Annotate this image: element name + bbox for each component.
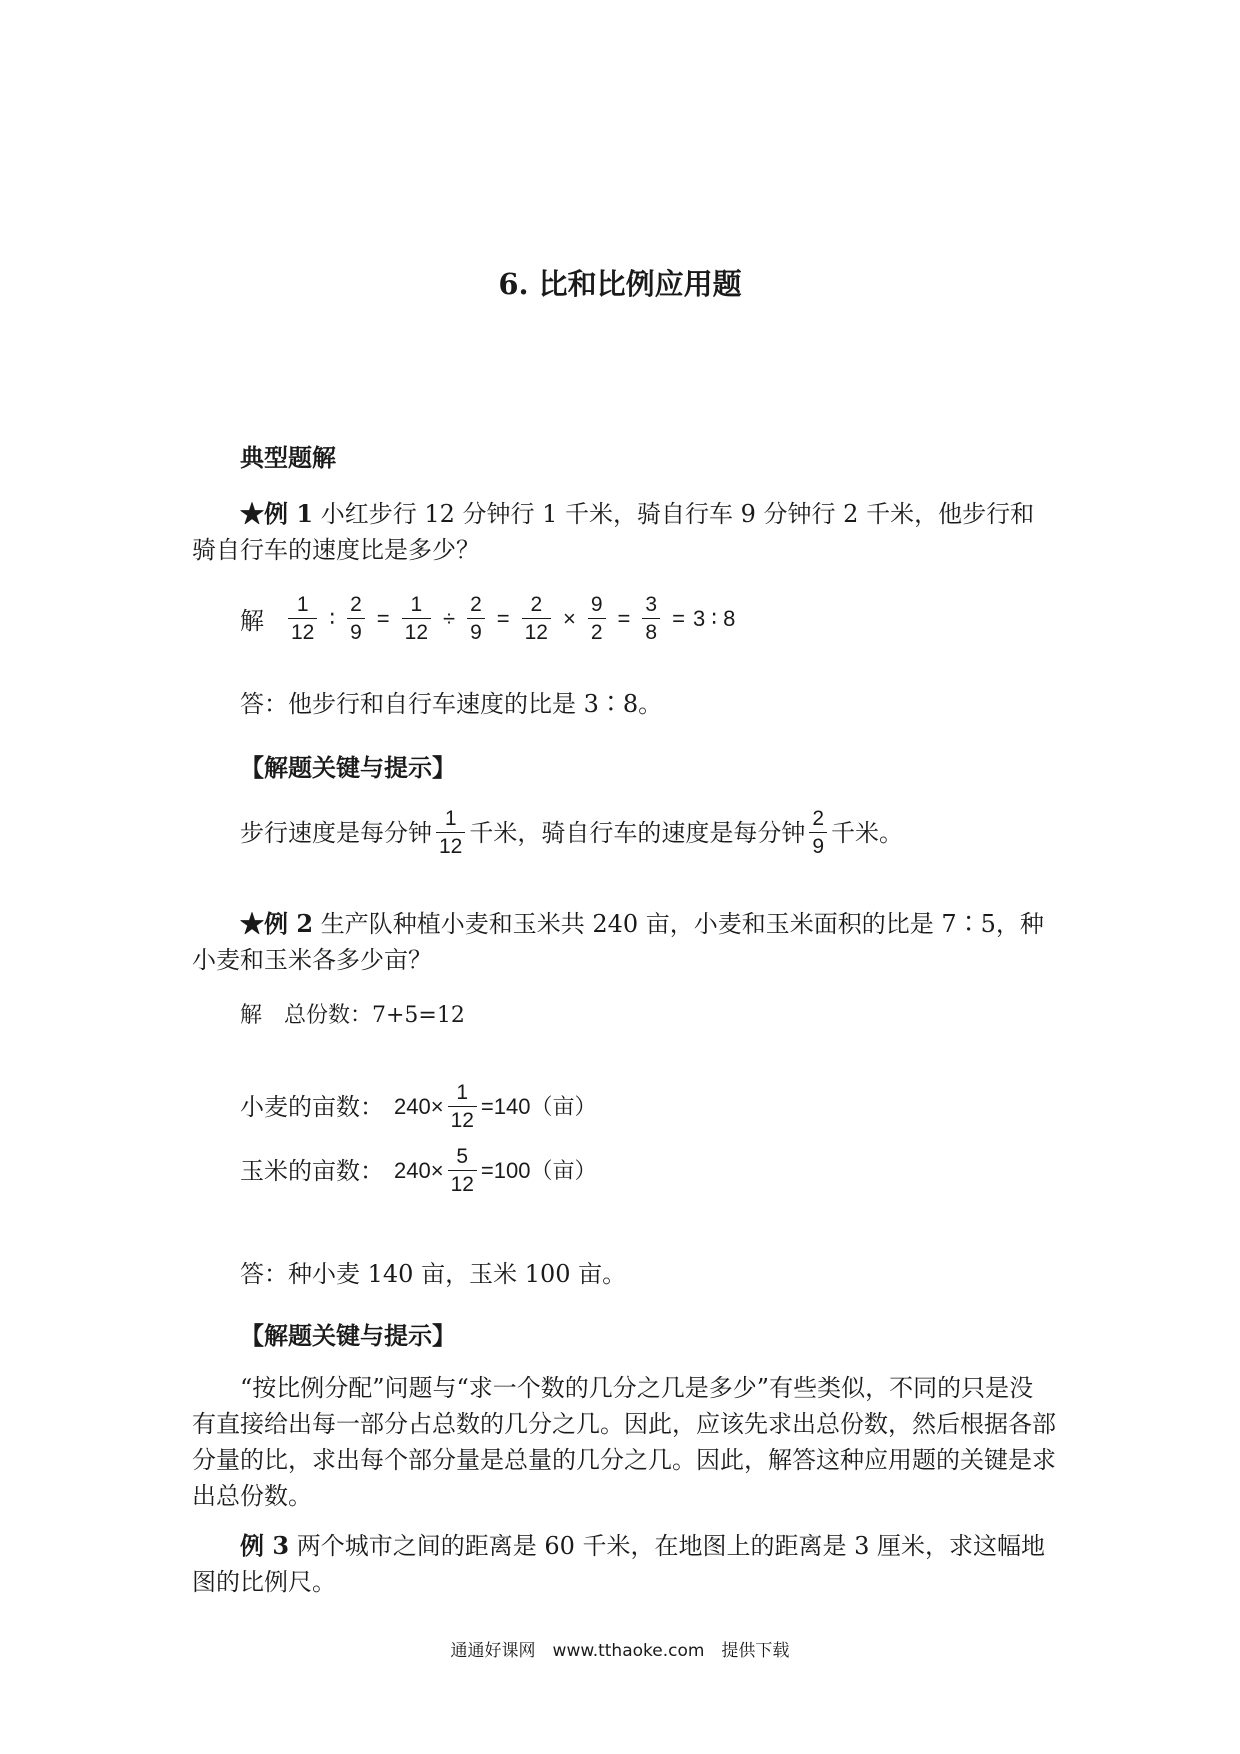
fraction: $\frac{2}{9}$ xyxy=(467,594,485,643)
example-3-text: 两个城市之间的距离是 60 千米，在地图上的距离是 3 厘米，求这幅地图的比例尺。 xyxy=(192,1532,1046,1596)
times-symbol: × xyxy=(562,605,576,631)
corn-label: 玉米的亩数： xyxy=(240,1156,384,1185)
fraction: $\frac{1}{12}$ xyxy=(288,594,317,643)
equals-symbol: = xyxy=(376,605,390,631)
colon-symbol: ∶ xyxy=(329,605,336,631)
example-1-label: ★例 1 xyxy=(240,499,314,528)
example-2-problem xyxy=(192,906,1056,978)
example-1-calculation xyxy=(240,594,735,643)
hint-text: 步行速度是每分钟 xyxy=(240,818,432,847)
equals-symbol: = xyxy=(672,605,685,631)
example-2-hint-heading: 【解题关键与提示】 xyxy=(240,1321,456,1350)
example-3-label: 例 3 xyxy=(240,1531,290,1560)
section-heading: 典型题解 xyxy=(240,443,336,472)
fraction: $\frac{2}{9}$ xyxy=(809,808,827,857)
example-1-hint-heading: 【解题关键与提示】 xyxy=(240,753,456,782)
fraction: $\frac{1}{12}$ xyxy=(448,1082,477,1131)
fraction: $\frac{1}{12}$ xyxy=(436,808,465,857)
equals-symbol: = xyxy=(496,605,510,631)
page-footer: 通通好课网 www.tthaoke.com 提供下载 xyxy=(450,1641,790,1661)
fraction: $\frac{5}{12}$ xyxy=(448,1146,477,1195)
hint-text: 千米。 xyxy=(831,818,904,847)
divide-symbol: ÷ xyxy=(443,605,456,631)
example-1-text: 小红步行 12 分钟行 1 千米，骑自行车 9 分钟行 2 千米，他步行和骑自行车的速度比是多少？ xyxy=(192,500,1035,564)
fraction: $\frac{2}{12}$ xyxy=(522,594,551,643)
wheat-result: =140（亩） xyxy=(480,1093,597,1119)
example-2-answer: 答：种小麦 140 亩，玉米 100 亩。 xyxy=(240,1260,627,1288)
fraction: $\frac{3}{8}$ xyxy=(642,594,660,643)
equals-symbol: = xyxy=(617,605,631,631)
wheat-label: 小麦的亩数： xyxy=(240,1092,384,1121)
example-1-problem xyxy=(192,496,1056,568)
corn-multiplier: 240× xyxy=(394,1157,444,1183)
example-1-hint xyxy=(240,808,903,857)
wheat-calculation xyxy=(240,1082,596,1131)
example-2-solution: 解 总份数：7+5=12 xyxy=(240,1003,465,1028)
fraction: $\frac{9}{2}$ xyxy=(588,594,606,643)
hint-text: 千米，骑自行车的速度是每分钟 xyxy=(469,818,806,847)
fraction: $\frac{2}{9}$ xyxy=(347,594,365,643)
page-title: 6. 比和比例应用题 xyxy=(498,267,742,301)
example-2-label: ★例 2 xyxy=(240,909,314,938)
example-1-answer: 答：他步行和自行车速度的比是 3∶8。 xyxy=(240,690,663,718)
corn-result: =100（亩） xyxy=(480,1157,597,1183)
solution-label: 解 xyxy=(240,607,264,635)
wheat-multiplier: 240× xyxy=(394,1093,444,1119)
calculation-result: 3 ∶ 8 xyxy=(692,605,736,631)
example-2-hint: “按比例分配”问题与“求一个数的几分之几是多少”有些类似，不同的只是没有直接给出每一部分占总数的几分之几。因此，应该先求出总份数，然后根据各部分量的比，求出每个部分量是总量的几分之几。因此，解答这种应用题的关键是求出总份数。 xyxy=(192,1374,1056,1510)
corn-calculation xyxy=(240,1146,596,1195)
fraction: $\frac{1}{12}$ xyxy=(402,594,431,643)
example-3-problem xyxy=(192,1528,1056,1600)
example-2-text: 生产队种植小麦和玉米共 240 亩，小麦和玉米面积的比是 7∶5，种小麦和玉米各多少亩？ xyxy=(192,910,1044,974)
